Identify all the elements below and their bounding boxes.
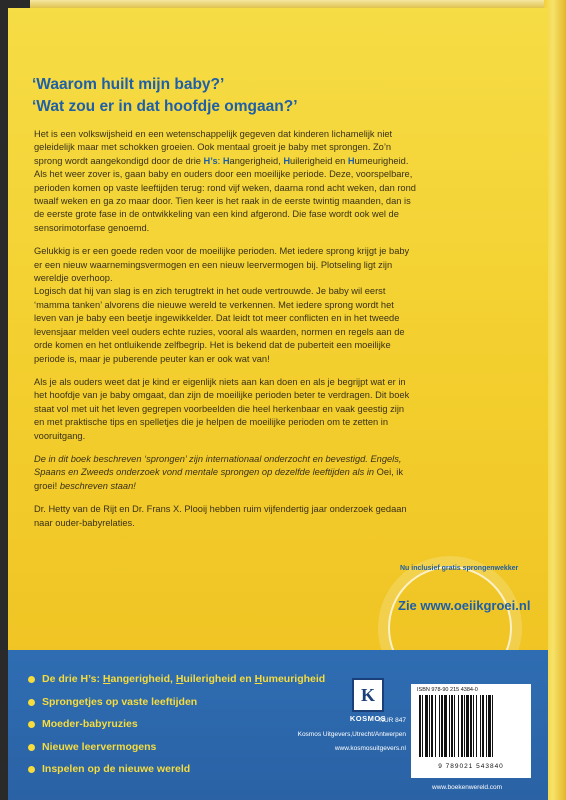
author-note: Dr. Hetty van de Rijt en Dr. Frans X. Plooij hebben ruim vijfendertig jaar onderzoek gedaan naar ouder-babyrelaties. (34, 504, 407, 528)
isbn-text: ISBN 978-90 215 4384-0 (417, 687, 478, 693)
paragraph-4: Als je als ouders weet dat je kind er eigenlijk niets aan kan doen en als je begrijpt wat er in het hoofdje van je baby omgaat, dan zijn de moeilijke perioden beter te verdragen. Dit boek staat vol met uit het leven gegrepen voorbeelden die heel herkenbaar en vaak geestig zijn en met praktische tips en spelletjes die je helpen de moeilijke perioden om te zetten in vooruitgang. (34, 376, 410, 441)
paragraph-1: Het is een volkswijsheid en een wetenschappelijk gegeven dat kinderen lichamelijk niet geleidelijk maar met schokken groeien. Ook mentaal groeit je baby met sprongen. Zo’n sprong wordt aangekondigd door de drie H’s: Hangerigheid, Huilerigheid en Humeurigheid. Als het weer zover is, gaan baby en ouders door een moeilijke periode. Deze, voorspelbare, perioden komen op vaste leeftijden terug: rond vijf weken, daarna rond acht weken, dan rond twaalf weken en ga zo maar door. Tien keer is het raak in de eerste twintig maanden, dan is de eerste grote fase in de ontwikkeling van een kind afgerond. Die fase wordt ook wel de sensorimotorfase genoemd. (34, 129, 416, 233)
list-item: De drie H’s: Hangerigheid, Huilerigheid en Humeurigheid (28, 668, 325, 691)
boekenwereld-url: www.boekenwereld.com (432, 784, 503, 791)
paragraph-2: Gelukkig is er een goede reden voor de moeilijke perioden. Met iedere sprong krijgt je baby er een nieuw waarnemingsvermogen en een nieuw leervermogen bij. Plotseling ligt zijn wereldje overhoop. (34, 246, 410, 284)
website-link[interactable]: Zie www.oeiikgroei.nl (398, 598, 531, 613)
blue-band (8, 650, 548, 800)
publisher-info (272, 714, 406, 756)
list-item: Moeder-babyruzies (28, 713, 325, 736)
headline-line-1: ‘Waarom huilt mijn baby?’ (32, 76, 225, 93)
badge-arc-text: Nu inclusief gratis sprongenwekker (400, 565, 519, 572)
publisher-address: Kosmos Uitgevers,Utrecht/Antwerpen (297, 731, 406, 738)
barcode-panel (411, 684, 531, 778)
kosmos-logo-icon: K (352, 678, 384, 712)
paragraph-5: De in dit boek beschreven ‘sprongen’ zijn internationaal onderzocht en bevestigd. Engels, Spaans en Zweeds onderzoek vond mentale sprongen op dezelfde leeftijden als in Oei, ik groei! beschreven staan! (34, 453, 404, 491)
ean-digits: 9 789021 543840 (438, 763, 504, 770)
barcode-icon (417, 695, 525, 757)
list-item: Nieuwe leervermogens (28, 736, 325, 759)
headline-line-2: ‘Wat zou er in dat hoofdje omgaan?’ (32, 98, 298, 115)
cover-panel (8, 8, 548, 800)
kosmos-logo: K KOSMOS (346, 678, 390, 724)
headline (32, 74, 298, 118)
list-item: Sprongetjes op vaste leeftijden (28, 691, 325, 714)
list-item: Inspelen op de nieuwe wereld (28, 758, 325, 781)
nur-code: NUR 847 (379, 717, 406, 724)
blurb (34, 128, 416, 540)
publisher-website: www.kosmosuitgevers.nl (334, 745, 406, 752)
paragraph-3: Logisch dat hij van slag is en zich terugtrekt in het oude vertrouwde. Je baby wil eerst ‘mamma tanken’ alvorens die nieuwe wereld te verkennen. Met iedere sprong wordt het leven van je baby een beetje ingewikkelder. Dat leidt tot meer conflicten en in het tweede levensjaar melden veel ouders echte ruzies, vooral als waarden, normen en regels aan de orde komen en het ontluikende zelfbegrip. Het is bekend dat de puberteit een moeilijke periode is, maar je puberende peuter kan er ook wat van! (34, 286, 405, 364)
